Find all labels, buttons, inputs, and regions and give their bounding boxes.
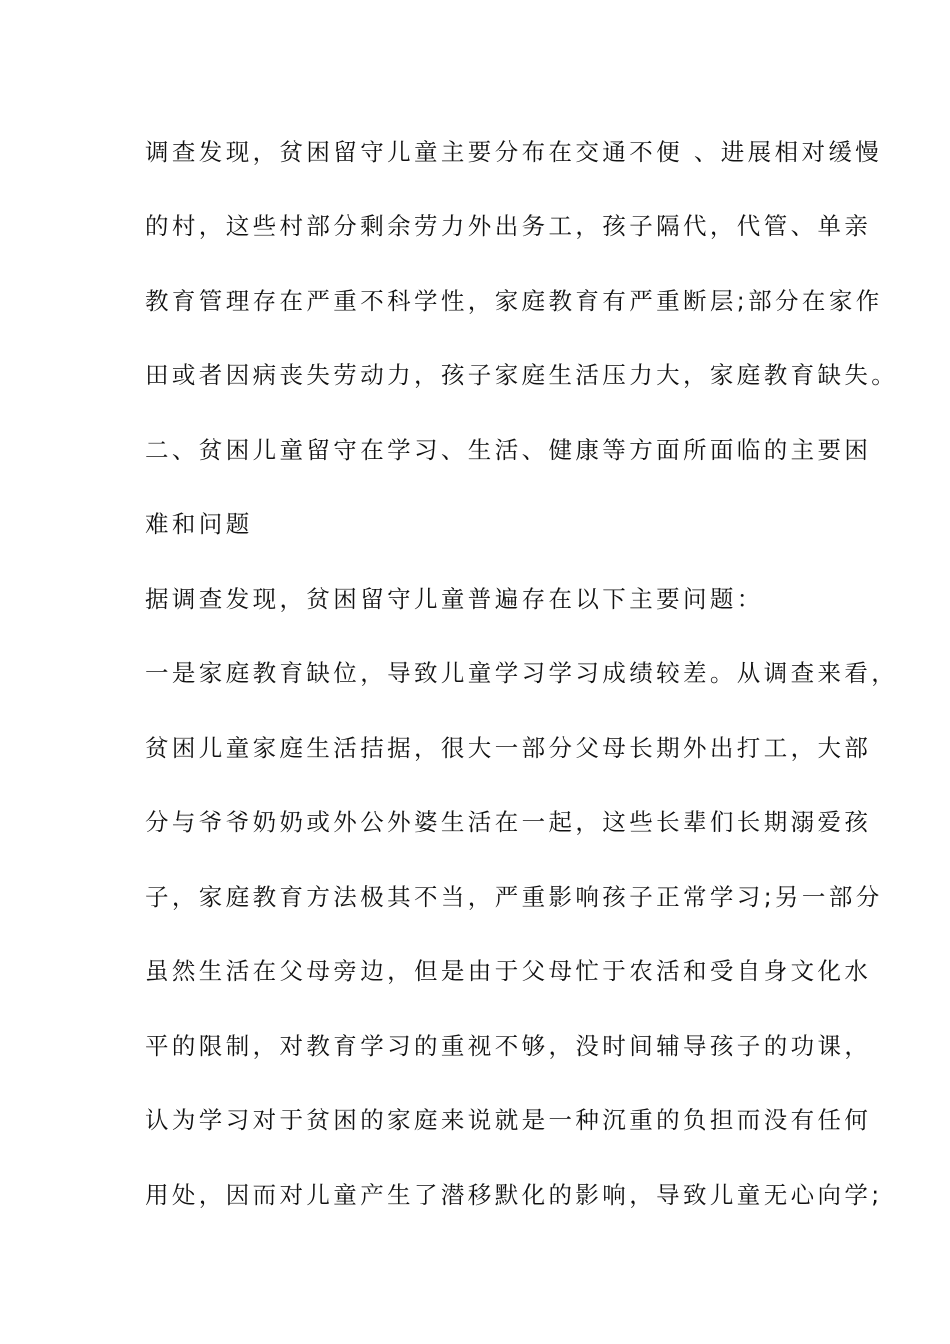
text-line: 认为学习对于贫困的家庭来说就是一种沉重的负担而没有任何	[145, 1106, 872, 1134]
text-line: 教育管理存在严重不科学性，家庭教育有严重断层;部分在家作	[145, 287, 883, 315]
text-line: 用处，因而对儿童产生了潜移默化的影响，导致儿童无心向学;	[145, 1181, 883, 1209]
text-line: 平的限制，对教育学习的重视不够，没时间辅导孩子的功课，	[145, 1032, 872, 1060]
text-line: 虽然生活在父母旁边，但是由于父母忙于农活和受自身文化水	[145, 957, 872, 985]
section-heading-line: 难和问题	[145, 510, 253, 538]
text-line: 贫困儿童家庭生活拮据，很大一部分父母长期外出打工，大部	[145, 734, 872, 762]
text-line: 调查发现，贫困留守儿童主要分布在交通不便 、进展相对缓慢	[145, 138, 883, 166]
text-line: 子，家庭教育方法极其不当，严重影响孩子正常学习;另一部分	[145, 883, 883, 911]
text-line: 一是家庭教育缺位，导致儿童学习学习成绩较差。从调查来看，	[145, 659, 899, 687]
text-line: 的村，这些村部分剩余劳力外出务工，孩子隔代，代管、单亲	[145, 212, 872, 240]
text-line: 田或者因病丧失劳动力，孩子家庭生活压力大，家庭教育缺失。	[145, 361, 899, 389]
text-line: 据调查发现，贫困留守儿童普遍存在以下主要问题：	[145, 585, 764, 613]
text-line: 分与爷爷奶奶或外公外婆生活在一起，这些长辈们长期溺爱孩	[145, 808, 872, 836]
section-heading-line: 二、贫困儿童留守在学习、生活、健康等方面所面临的主要困	[145, 436, 872, 464]
